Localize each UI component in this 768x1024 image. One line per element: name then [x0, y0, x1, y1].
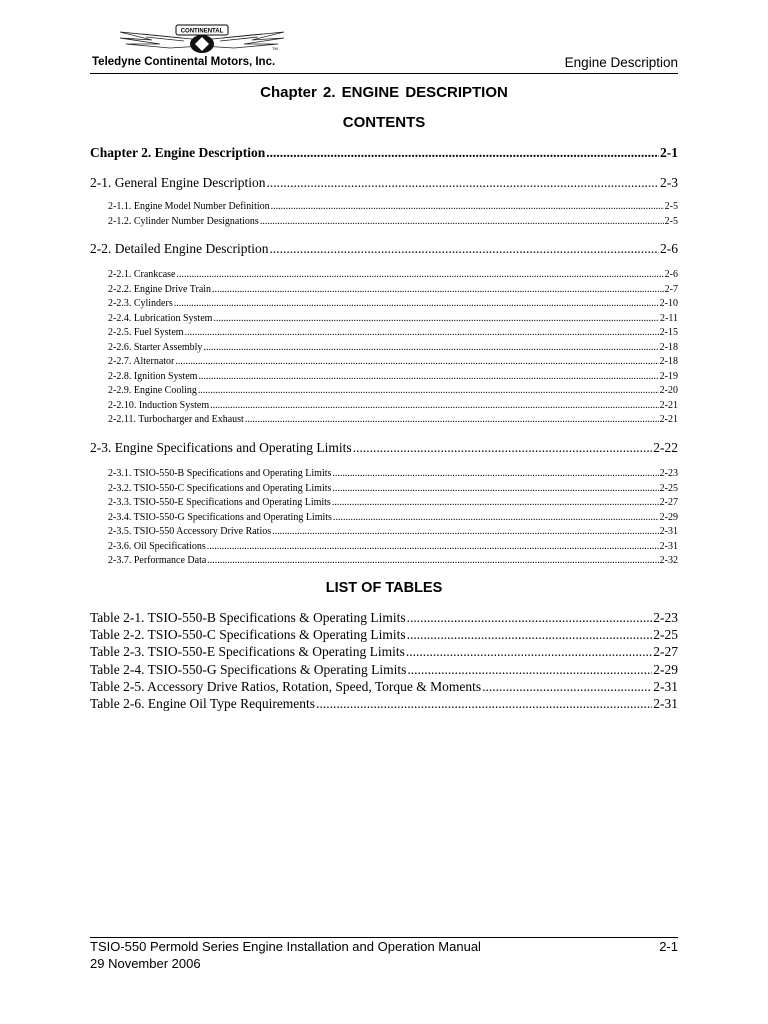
toc-subsections-2-2	[90, 268, 678, 428]
continental-logo	[112, 22, 292, 58]
table-entry[interactable]: Table 2-6. Engine Oil Type Requirements ..... 2-31	[90, 695, 678, 712]
toc-entry[interactable]: 2-3. Engine Specifications and Operating Limits ..... 2-22	[90, 438, 678, 457]
toc-entry[interactable]: 2-3.5. TSIO-550 Accessory Drive Ratios ..... 2-31	[90, 525, 678, 540]
list-of-tables-title: LIST OF TABLES	[325, 580, 443, 596]
table-entry[interactable]: Table 2-3. TSIO-550-E Specifications & Operating Limits ..... 2-27	[90, 643, 678, 660]
toc-section-2-3	[90, 438, 678, 457]
toc-subsections-2-3	[90, 467, 678, 569]
toc-entry[interactable]: 2-2.5. Fuel System ..... 2-15	[90, 326, 678, 341]
toc-section-2-1	[90, 173, 678, 192]
toc-entry[interactable]: 2-3.7. Performance Data ..... 2-32	[90, 554, 678, 569]
table-entry[interactable]: Table 2-2. TSIO-550-C Specifications & Operating Limits ..... 2-25	[90, 626, 678, 643]
footer-manual-title: TSIO-550 Permold Series Engine Installation and Operation Manual	[90, 939, 481, 954]
toc-entry[interactable]: 2-3.1. TSIO-550-B Specifications and Operating Limits ..... 2-23	[90, 467, 678, 482]
toc-subsections-2-1	[90, 200, 678, 229]
toc-entry[interactable]: 2-3.2. TSIO-550-C Specifications and Operating Limits ..... 2-25	[90, 482, 678, 497]
toc-chapter	[90, 143, 678, 162]
toc-entry[interactable]: 2-3.6. Oil Specifications ..... 2-31	[90, 540, 678, 555]
toc-entry[interactable]: 2-1.2. Cylinder Number Designations ..... 2-5	[90, 215, 678, 230]
toc-entry[interactable]: 2-2.10. Induction System ..... 2-21	[90, 399, 678, 414]
logo-text: CONTINENTAL	[180, 28, 224, 35]
contents-title: CONTENTS	[342, 114, 426, 131]
toc-entry[interactable]: 2-3.4. TSIO-550-G Specifications and Operating Limits ..... 2-29	[90, 511, 678, 526]
toc-entry[interactable]: 2-2.7. Alternator ..... 2-18	[90, 355, 678, 370]
svg-text:TM: TM	[272, 46, 278, 51]
toc-entry[interactable]: 2-2.4. Lubrication System ..... 2-11	[90, 312, 678, 327]
toc-entry[interactable]: Chapter 2. Engine Description ..... 2-1	[90, 143, 678, 162]
toc-entry[interactable]: 2-2.1. Crankcase ..... 2-6	[90, 268, 678, 283]
toc-entry[interactable]: 2-1. General Engine Description ..... 2-3	[90, 173, 678, 192]
toc-entry[interactable]: 2-2.3. Cylinders ..... 2-10	[90, 297, 678, 312]
company-name: Teledyne Continental Motors, Inc.	[92, 56, 276, 68]
chapter-title: Chapter 2. ENGINE DESCRIPTION	[260, 84, 508, 101]
footer-page-number: 2-1	[659, 939, 678, 954]
list-of-tables	[90, 609, 678, 712]
section-name: Engine Description	[564, 55, 678, 70]
toc-section-2-2	[90, 239, 678, 258]
footer-date: 29 November 2006	[90, 956, 201, 971]
toc-entry[interactable]: 2-2.8. Ignition System ..... 2-19	[90, 370, 678, 385]
toc-entry[interactable]: 2-2.9. Engine Cooling ..... 2-20	[90, 384, 678, 399]
toc-entry[interactable]: 2-1.1. Engine Model Number Definition ..... 2-5	[90, 200, 678, 215]
table-entry[interactable]: Table 2-5. Accessory Drive Ratios, Rotation, Speed, Torque & Moments ..... 2-31	[90, 678, 678, 695]
toc-entry[interactable]: 2-2. Detailed Engine Description ..... 2-6	[90, 239, 678, 258]
table-entry[interactable]: Table 2-1. TSIO-550-B Specifications & Operating Limits ..... 2-23	[90, 609, 678, 626]
toc-entry[interactable]: 2-2.6. Starter Assembly ..... 2-18	[90, 341, 678, 356]
toc-entry[interactable]: 2-2.2. Engine Drive Train ..... 2-7	[90, 283, 678, 298]
table-entry[interactable]: Table 2-4. TSIO-550-G Specifications & Operating Limits ..... 2-29	[90, 661, 678, 678]
footer-rule	[90, 937, 678, 938]
header-rule	[90, 73, 678, 74]
toc-entry[interactable]: 2-3.3. TSIO-550-E Specifications and Operating Limits ..... 2-27	[90, 496, 678, 511]
toc-entry[interactable]: 2-2.11. Turbocharger and Exhaust ..... 2-21	[90, 413, 678, 428]
